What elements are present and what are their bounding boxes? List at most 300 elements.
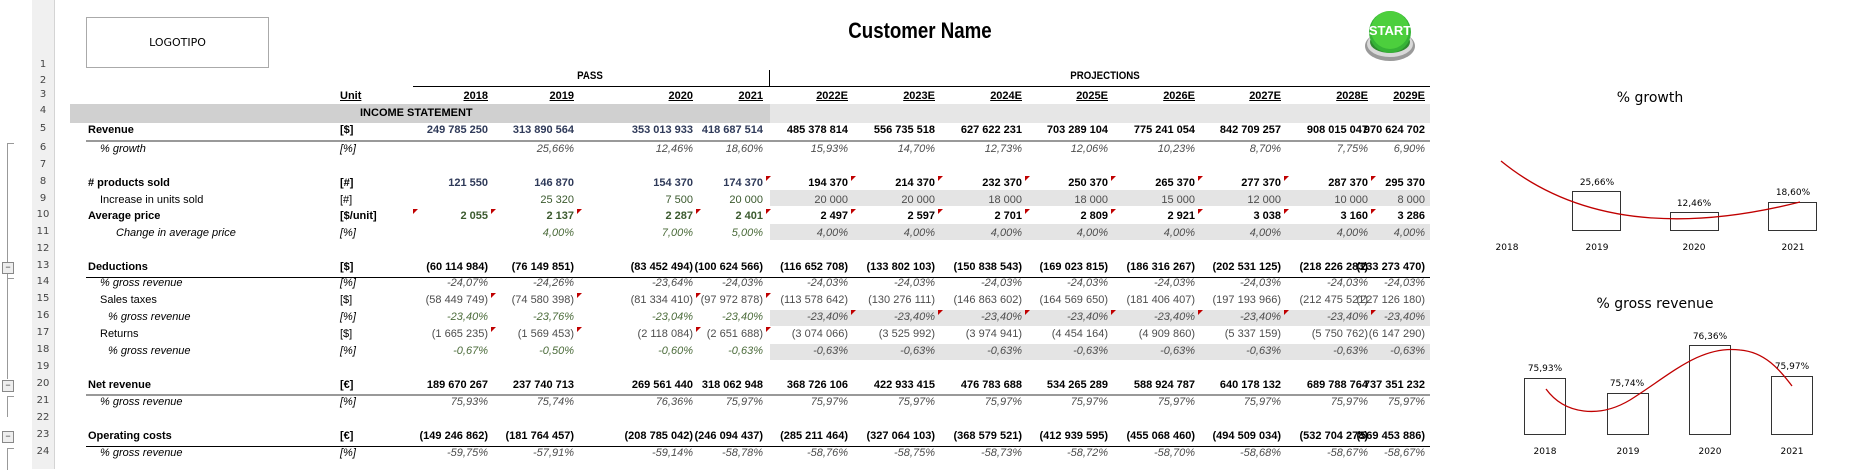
table-cell[interactable]: 250 370 [1068,177,1108,189]
table-cell[interactable]: (197 193 966) [1212,294,1281,306]
table-cell[interactable]: 75,97% [1243,396,1281,408]
table-cell[interactable]: (186 316 267) [1126,261,1195,273]
row-unit[interactable]: [$/unit] [340,210,377,222]
row-number[interactable]: 4 [39,105,47,116]
table-cell[interactable]: (5 337 159) [1224,328,1281,340]
table-cell[interactable]: 353 013 933 [631,124,693,136]
row-label[interactable]: % gross revenue [100,396,183,408]
table-cell[interactable]: -57,91% [533,447,574,459]
table-cell[interactable]: 6,90% [1393,143,1425,155]
table-cell[interactable]: 75,97% [1330,396,1368,408]
table-cell[interactable]: -24,03% [894,277,935,289]
x-tick-label: 2018 [1495,243,1519,253]
table-cell[interactable]: (4 454 164) [1051,328,1108,340]
table-cell[interactable]: 640 178 132 [1219,379,1281,391]
table-cell[interactable]: (6 147 290) [1368,328,1425,340]
table-cell[interactable]: 121 550 [448,177,488,189]
table-cell[interactable]: 970 624 702 [1363,124,1425,136]
table-cell[interactable]: 214 370 [895,177,935,189]
table-cell[interactable]: -58,70% [1154,447,1195,459]
table-cell[interactable]: -58,76% [807,447,848,459]
start-button-icon [1362,8,1418,64]
table-cell[interactable]: 12,06% [1070,143,1108,155]
table-cell[interactable]: -24,03% [981,277,1022,289]
group-header-projections: PROJECTIONS [1070,70,1140,82]
table-cell[interactable]: 588 924 787 [1133,379,1195,391]
row-divider [86,446,1430,447]
row-unit[interactable]: [€] [340,430,354,442]
table-cell[interactable]: (3 525 992) [878,328,935,340]
table-cell[interactable]: -23,40% [1240,311,1281,323]
table-cell[interactable]: (181 764 457) [505,430,574,442]
row-unit[interactable]: [€] [340,379,354,391]
row-number[interactable]: 23 [36,429,50,440]
table-cell[interactable]: (169 023 815) [1039,261,1108,273]
table-cell[interactable]: (202 531 125) [1212,261,1281,273]
table-cell[interactable]: -24,03% [722,277,763,289]
table-cell[interactable]: 232 370 [982,177,1022,189]
table-cell[interactable]: (246 094 437) [694,430,763,442]
table-cell[interactable]: -24,26% [533,277,574,289]
table-cell[interactable]: 4,00% [990,227,1022,239]
table-cell[interactable]: 75,97% [810,396,848,408]
table-cell[interactable]: -0,63% [813,345,848,357]
comment-indicator-icon[interactable] [577,327,582,332]
data-label: 18,60% [1775,188,1811,198]
column-header-year: 2019 [549,90,574,102]
table-cell[interactable]: 627 622 231 [960,124,1022,136]
column-header-year: 2024E [990,90,1022,102]
row-label[interactable]: Average price [88,210,161,222]
row-unit[interactable]: [%] [340,277,356,289]
row-unit[interactable]: [%] [340,311,356,323]
group-underline [770,86,1430,87]
group-header-past: PASS [577,70,603,82]
row-divider [86,277,1430,278]
row-number[interactable]: 8 [39,176,47,187]
chart-title: % gross revenue [1596,296,1714,312]
table-cell[interactable]: (3 074 066) [791,328,848,340]
row-label[interactable]: Change in average price [116,227,236,239]
row-number[interactable]: 20 [36,378,50,389]
table-cell[interactable]: (164 569 650) [1039,294,1108,306]
table-cell[interactable]: (74 580 398) [511,294,574,306]
column-header-year: 2018 [463,90,488,102]
table-cell[interactable]: 3 286 [1397,210,1425,222]
table-cell[interactable]: 18 000 [1074,194,1108,206]
table-cell[interactable]: (100 624 566) [694,261,763,273]
comment-indicator-icon[interactable] [577,209,582,214]
table-cell[interactable]: -59,75% [447,447,488,459]
column-header-year: 2029E [1393,90,1425,102]
table-cell[interactable]: -23,40% [1154,311,1195,323]
column-header-year: 2028E [1336,90,1368,102]
table-cell[interactable]: 7,00% [661,227,693,239]
table-cell[interactable]: (83 452 494) [630,261,693,273]
section-title: INCOME STATEMENT [360,107,473,119]
row-divider [86,394,1430,396]
column-header-unit: Unit [340,90,362,102]
column-header-year: 2026E [1163,90,1195,102]
table-cell[interactable]: -58,67% [1327,447,1368,459]
table-cell[interactable]: -0,63% [1390,345,1425,357]
row-number[interactable]: 12 [36,243,50,254]
trend-line [1470,290,1849,469]
logo-placeholder: LOGOTIPO [86,17,269,68]
data-label: 25,66% [1579,178,1615,188]
table-cell[interactable]: 75,97% [1387,396,1425,408]
row-number[interactable]: 16 [36,310,50,321]
table-cell[interactable]: 75,74% [536,396,574,408]
table-cell[interactable]: 75,97% [897,396,935,408]
table-cell[interactable]: 15,93% [810,143,848,155]
table-cell[interactable]: -23,04% [652,311,693,323]
table-cell[interactable]: 689 788 764 [1306,379,1368,391]
table-cell[interactable]: 4,00% [1163,227,1195,239]
table-cell[interactable]: 4,00% [1393,227,1425,239]
table-cell[interactable]: 10 000 [1334,194,1368,206]
row-number[interactable]: 1 [39,59,47,70]
table-cell[interactable]: (227 126 180) [1356,294,1425,306]
section-band-projections [770,104,1430,123]
row-label[interactable]: % gross revenue [108,311,191,323]
table-cell[interactable]: (285 211 464) [780,430,848,442]
table-cell[interactable]: (327 064 103) [866,430,935,442]
table-cell[interactable]: 2 287 [665,210,693,222]
table-cell[interactable]: (455 068 460) [1126,430,1195,442]
table-cell[interactable]: (5 750 762) [1311,328,1368,340]
row-divider [86,140,1430,142]
column-header-year: 2021 [738,90,763,102]
table-cell[interactable]: -23,40% [447,311,488,323]
table-cell[interactable]: (494 509 034) [1212,430,1281,442]
table-cell[interactable]: 14,70% [897,143,935,155]
row-number[interactable]: 10 [36,209,50,220]
table-cell[interactable]: (368 579 521) [953,430,1022,442]
table-cell[interactable]: 15 000 [1161,194,1195,206]
table-cell[interactable]: -0,60% [658,345,693,357]
row-number[interactable]: 24 [36,446,50,457]
x-tick-label: 2019 [1616,447,1640,457]
table-cell[interactable]: (2 118 084) [637,328,693,340]
table-cell[interactable]: 2 597 [907,210,935,222]
table-cell[interactable]: 3 160 [1340,210,1368,222]
table-cell[interactable]: 2 497 [820,210,848,222]
table-cell[interactable]: 4,00% [542,227,574,239]
row-number[interactable]: 15 [36,293,50,304]
table-cell[interactable]: 269 561 440 [631,379,693,391]
table-cell[interactable]: 76,36% [655,396,693,408]
row-unit[interactable]: [#] [340,177,354,189]
table-cell[interactable]: -23,40% [894,311,935,323]
table-cell[interactable]: 146 870 [534,177,574,189]
table-cell[interactable]: 10,23% [1157,143,1195,155]
table-cell[interactable]: (58 449 749) [425,294,488,306]
table-cell[interactable]: 277 370 [1241,177,1281,189]
column-header-year: 2023E [903,90,935,102]
table-cell[interactable]: -58,72% [1067,447,1108,459]
table-cell[interactable]: 295 370 [1385,177,1425,189]
group-underline [413,86,770,87]
page-title: Customer Name [848,18,992,43]
table-cell[interactable]: 20 000 [814,194,848,206]
comment-indicator-icon[interactable] [577,293,582,298]
table-cell[interactable]: -23,40% [1327,311,1368,323]
row-number[interactable]: 5 [39,123,47,134]
table-cell[interactable]: 4,00% [1249,227,1281,239]
table-cell[interactable]: 25,66% [536,143,574,155]
table-cell[interactable]: 2 701 [994,210,1022,222]
row-number[interactable]: 6 [39,142,47,153]
outline-bracket [7,448,14,470]
collapse-group-button[interactable]: − [2,262,14,274]
table-cell[interactable]: 842 709 257 [1219,124,1281,136]
table-cell[interactable]: 12,46% [655,143,693,155]
row-label[interactable]: Net revenue [88,379,151,391]
row-number[interactable]: 18 [36,344,50,355]
table-cell[interactable]: 12 000 [1247,194,1281,206]
table-cell[interactable]: 18,60% [725,143,763,155]
table-cell[interactable]: 75,97% [1070,396,1108,408]
table-cell[interactable]: (181 406 407) [1126,294,1195,306]
table-cell[interactable]: (130 276 111) [868,294,935,306]
table-cell[interactable]: 249 785 250 [426,124,488,136]
table-cell[interactable]: 2 809 [1080,210,1108,222]
table-cell[interactable]: -58,67% [1384,447,1425,459]
row-unit[interactable]: [$] [340,261,354,273]
column-header-year: 2027E [1249,90,1281,102]
table-cell[interactable]: -0,63% [728,345,763,357]
table-cell[interactable]: (1 665 235) [431,328,488,340]
table-cell[interactable]: -0,63% [1333,345,1368,357]
table-cell[interactable]: 25 320 [540,194,574,206]
row-number[interactable]: 21 [36,395,50,406]
table-cell[interactable]: 2 055 [460,210,488,222]
collapse-group-button[interactable]: − [2,380,14,392]
group-divider [769,70,770,87]
table-cell[interactable]: (149 246 862) [419,430,488,442]
table-cell[interactable]: 418 687 514 [701,124,763,136]
data-label: 75,74% [1609,379,1645,389]
table-cell[interactable]: -24,03% [1384,277,1425,289]
table-cell[interactable]: 189 670 267 [426,379,488,391]
row-unit[interactable]: [$] [340,124,354,136]
table-cell[interactable]: (212 475 521) [1299,294,1368,306]
table-cell[interactable]: -23,40% [1384,311,1425,323]
table-cell[interactable]: (569 453 886) [1356,430,1425,442]
x-tick-label: 2021 [1780,447,1804,457]
table-cell[interactable]: (150 838 543) [953,261,1022,273]
row-number[interactable]: 9 [39,193,47,204]
table-cell[interactable]: -24,03% [807,277,848,289]
table-cell[interactable]: 4,00% [1076,227,1108,239]
row-label[interactable]: Deductions [88,261,148,273]
table-cell[interactable]: (233 273 470) [1356,261,1425,273]
table-cell[interactable]: -24,03% [1154,277,1195,289]
table-cell[interactable]: 368 726 106 [786,379,848,391]
table-cell[interactable]: -0,63% [1160,345,1195,357]
row-label[interactable]: Returns [100,328,139,340]
chart-gross-revenue [1470,290,1849,469]
row-number[interactable]: 11 [36,226,50,237]
row-label[interactable]: Sales taxes [100,294,157,306]
x-tick-label: 2018 [1533,447,1557,457]
table-cell[interactable]: 8 000 [1397,194,1425,206]
row-number[interactable]: 17 [36,327,50,338]
data-label: 75,93% [1527,364,1563,374]
table-cell[interactable]: 154 370 [653,177,693,189]
chart-growth [1470,80,1849,260]
table-cell[interactable]: (2 651 688) [706,328,763,340]
row-unit[interactable]: [%] [340,396,356,408]
row-unit[interactable]: [$] [340,294,353,306]
row-label[interactable]: % gross revenue [100,277,183,289]
table-cell[interactable]: 2 137 [546,210,574,222]
row-label[interactable]: Revenue [88,124,134,136]
row-label[interactable]: % gross revenue [108,345,191,357]
table-cell[interactable]: (133 802 103) [866,261,935,273]
table-cell[interactable]: (3 974 941) [965,328,1022,340]
comment-indicator-icon[interactable] [413,209,418,214]
table-cell[interactable]: 737 351 232 [1363,379,1425,391]
table-cell[interactable]: -0,63% [1073,345,1108,357]
table-cell[interactable]: -0,50% [539,345,574,357]
table-cell[interactable]: (60 114 984) [426,261,488,273]
table-cell[interactable]: 7 500 [665,194,693,206]
table-cell[interactable]: 237 740 713 [512,379,574,391]
collapse-group-button[interactable]: − [2,431,14,443]
x-tick-label: 2021 [1781,243,1805,253]
row-number[interactable]: 19 [36,361,50,372]
table-cell[interactable]: 20 000 [901,194,935,206]
table-cell[interactable]: 18 000 [988,194,1022,206]
table-cell[interactable]: -24,03% [1327,277,1368,289]
table-cell[interactable]: 313 890 564 [512,124,574,136]
table-cell[interactable]: -24,03% [1240,277,1281,289]
table-cell[interactable]: (412 939 595) [1039,430,1108,442]
table-cell[interactable]: 556 735 518 [873,124,935,136]
table-cell[interactable]: (4 909 860) [1138,328,1195,340]
table-cell[interactable]: 75,97% [1157,396,1195,408]
table-cell[interactable]: 75,93% [450,396,488,408]
row-unit[interactable]: [%] [340,447,356,459]
start-button[interactable] [1362,8,1418,64]
row-unit[interactable]: [$] [340,328,353,340]
table-cell[interactable]: 75,97% [725,396,763,408]
row-number[interactable]: 13 [36,260,50,271]
table-cell[interactable]: (1 569 453) [517,328,574,340]
outline-gutter [0,0,32,469]
table-cell[interactable]: 703 289 104 [1046,124,1108,136]
table-cell[interactable]: 2 401 [735,210,763,222]
row-number[interactable]: 3 [39,89,47,100]
row-label[interactable]: % growth [100,143,146,155]
table-cell[interactable]: -24,03% [1067,277,1108,289]
trend-line [1470,80,1849,260]
row-number[interactable]: 2 [39,75,47,86]
table-cell[interactable]: 775 241 054 [1133,124,1195,136]
chart-title: % growth [1616,90,1684,106]
table-cell[interactable]: 422 933 415 [873,379,935,391]
table-cell[interactable]: 318 062 948 [701,379,763,391]
table-cell[interactable]: (76 149 851) [511,261,574,273]
table-cell[interactable]: -24,07% [447,277,488,289]
table-cell[interactable]: 4,00% [903,227,935,239]
row-unit[interactable]: [%] [340,227,356,239]
table-cell[interactable]: (97 972 878) [700,294,763,306]
table-cell[interactable]: 75,97% [984,396,1022,408]
table-cell[interactable]: 485 378 814 [786,124,848,136]
table-cell[interactable]: (146 863 602) [953,294,1022,306]
table-cell[interactable]: -23,40% [722,311,763,323]
row-label[interactable]: % gross revenue [100,447,183,459]
table-cell[interactable]: (113 578 642) [780,294,848,306]
table-cell[interactable]: -23,40% [807,311,848,323]
row-unit[interactable]: [%] [340,143,356,155]
column-header-year: 2020 [668,90,693,102]
table-cell[interactable]: 4,00% [816,227,848,239]
row-number[interactable]: 22 [36,412,50,423]
table-cell[interactable]: 534 265 289 [1046,379,1108,391]
table-cell[interactable]: -0,63% [900,345,935,357]
row-unit[interactable]: [#] [340,194,353,206]
table-cell[interactable]: 20 000 [729,194,763,206]
table-cell[interactable]: -23,40% [1067,311,1108,323]
column-header-year: 2025E [1076,90,1108,102]
data-label: 12,46% [1676,199,1712,209]
table-cell[interactable]: (81 334 410) [630,294,693,306]
row-label[interactable]: Increase in units sold [100,194,204,206]
table-cell[interactable]: -58,68% [1240,447,1281,459]
table-cell[interactable]: 476 783 688 [960,379,1022,391]
table-cell[interactable]: 908 015 047 [1306,124,1368,136]
table-cell[interactable]: -0,63% [1246,345,1281,357]
table-cell[interactable]: -58,73% [981,447,1022,459]
table-cell[interactable]: -0,63% [987,345,1022,357]
table-cell[interactable]: 265 370 [1155,177,1195,189]
table-cell[interactable]: 5,00% [731,227,763,239]
table-cell[interactable]: 12,73% [984,143,1022,155]
row-unit[interactable]: [%] [340,345,356,357]
row-number[interactable]: 7 [39,159,47,170]
x-tick-label: 2020 [1682,243,1706,253]
table-cell[interactable]: 174 370 [723,177,763,189]
table-cell[interactable]: 2 921 [1167,210,1195,222]
row-label[interactable]: Operating costs [88,430,172,442]
table-cell[interactable]: 287 370 [1328,177,1368,189]
svg-text:START: START [1368,23,1412,38]
table-cell[interactable]: -23,40% [981,311,1022,323]
table-cell[interactable]: 194 370 [808,177,848,189]
table-cell[interactable]: 7,75% [1336,143,1368,155]
table-cell[interactable]: 4,00% [1336,227,1368,239]
table-cell[interactable]: -23,64% [652,277,693,289]
table-cell[interactable]: -23,76% [533,311,574,323]
table-cell[interactable]: (208 785 042) [624,430,693,442]
table-cell[interactable]: -58,75% [894,447,935,459]
row-label[interactable]: # products sold [88,177,170,189]
table-cell[interactable]: (218 226 283) [1299,261,1368,273]
table-cell[interactable]: (116 652 708) [780,261,848,273]
column-header-year: 2022E [816,90,848,102]
row-number[interactable]: 14 [36,276,50,287]
table-cell[interactable]: (532 704 278) [1299,430,1368,442]
table-cell[interactable]: -59,14% [652,447,693,459]
table-cell[interactable]: -0,67% [453,345,488,357]
table-cell[interactable]: 3 038 [1253,210,1281,222]
table-cell[interactable]: 8,70% [1249,143,1281,155]
table-cell[interactable]: -58,78% [722,447,763,459]
